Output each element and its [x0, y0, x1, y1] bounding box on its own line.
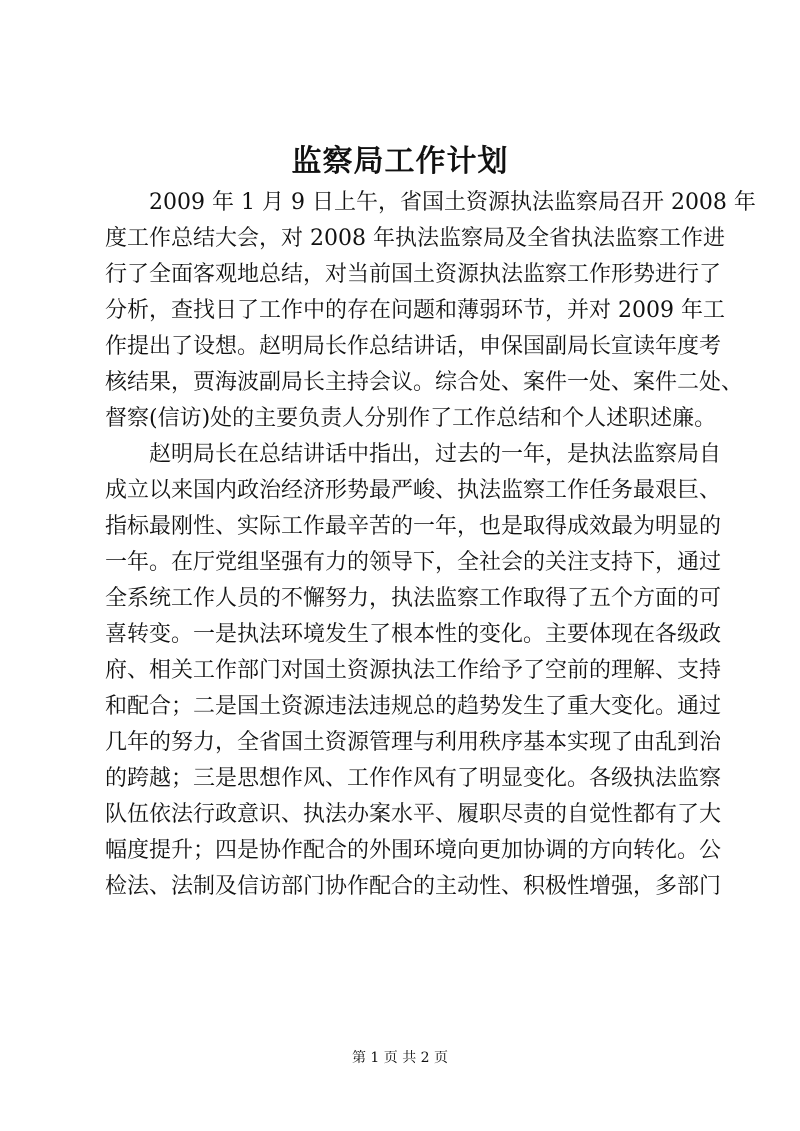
- document-body: [105, 185, 756, 905]
- text-line: 分析，查找日了工作中的存在问题和薄弱环节，并对 2009 年工: [105, 298, 725, 323]
- page-footer: [0, 1048, 800, 1068]
- text-line: 2009 年 1 月 9 日上午，省国土资源执法监察局召开 2008 年: [149, 190, 756, 215]
- text-line: 核结果，贾海波副局长主持会议。综合处、案件一处、案件二处、: [105, 370, 744, 395]
- text-line: 作提出了设想。赵明局长作总结讲话，申保国副局长宣读年度考: [105, 334, 722, 359]
- text-line: 和配合；二是国土资源违法违规总的趋势发生了重大变化。通过: [105, 694, 722, 719]
- text-line: 赵明局长在总结讲话中指出，过去的一年，是执法监察局自: [149, 442, 722, 467]
- text-line: 队伍依法行政意识、执法办案水平、履职尽责的自觉性都有了大: [105, 802, 722, 827]
- text-line: 喜转变。一是执法环境发生了根本性的变化。主要体现在各级政: [105, 622, 722, 647]
- text-line: 幅度提升；四是协作配合的外围环境向更加协调的方向转化。公: [105, 838, 722, 863]
- paragraph-2: [105, 437, 722, 905]
- text-line: 几年的努力，全省国土资源管理与利用秩序基本实现了由乱到治: [105, 730, 722, 755]
- text-line: 指标最刚性、实际工作最辛苦的一年，也是取得成效最为明显的: [105, 514, 722, 539]
- text-line: 度工作总结大会，对 2008 年执法监察局及全省执法监察工作进: [105, 226, 725, 251]
- text-line: 府、相关工作部门对国土资源执法工作给予了空前的理解、支持: [105, 658, 722, 683]
- document-title: 监察局工作计划: [291, 144, 509, 179]
- text-line: 行了全面客观地总结，对当前国土资源执法监察工作形势进行了: [105, 262, 722, 287]
- paragraph-1: [105, 185, 756, 437]
- text-line: 督察(信访)处的主要负责人分别作了工作总结和个人述职述廉。: [105, 406, 717, 431]
- page-indicator: 第 1 页 共 2 页: [351, 1050, 449, 1066]
- text-line: 一年。在厅党组坚强有力的领导下，全社会的关注支持下，通过: [105, 550, 722, 575]
- text-line: 全系统工作人员的不懈努力，执法监察工作取得了五个方面的可: [105, 586, 722, 611]
- text-line: 的跨越；三是思想作风、工作作风有了明显变化。各级执法监察: [105, 766, 722, 791]
- text-line: 检法、法制及信访部门协作配合的主动性、积极性增强，多部门: [105, 874, 722, 899]
- text-line: 成立以来国内政治经济形势最严峻、执法监察工作任务最艰巨、: [105, 478, 722, 503]
